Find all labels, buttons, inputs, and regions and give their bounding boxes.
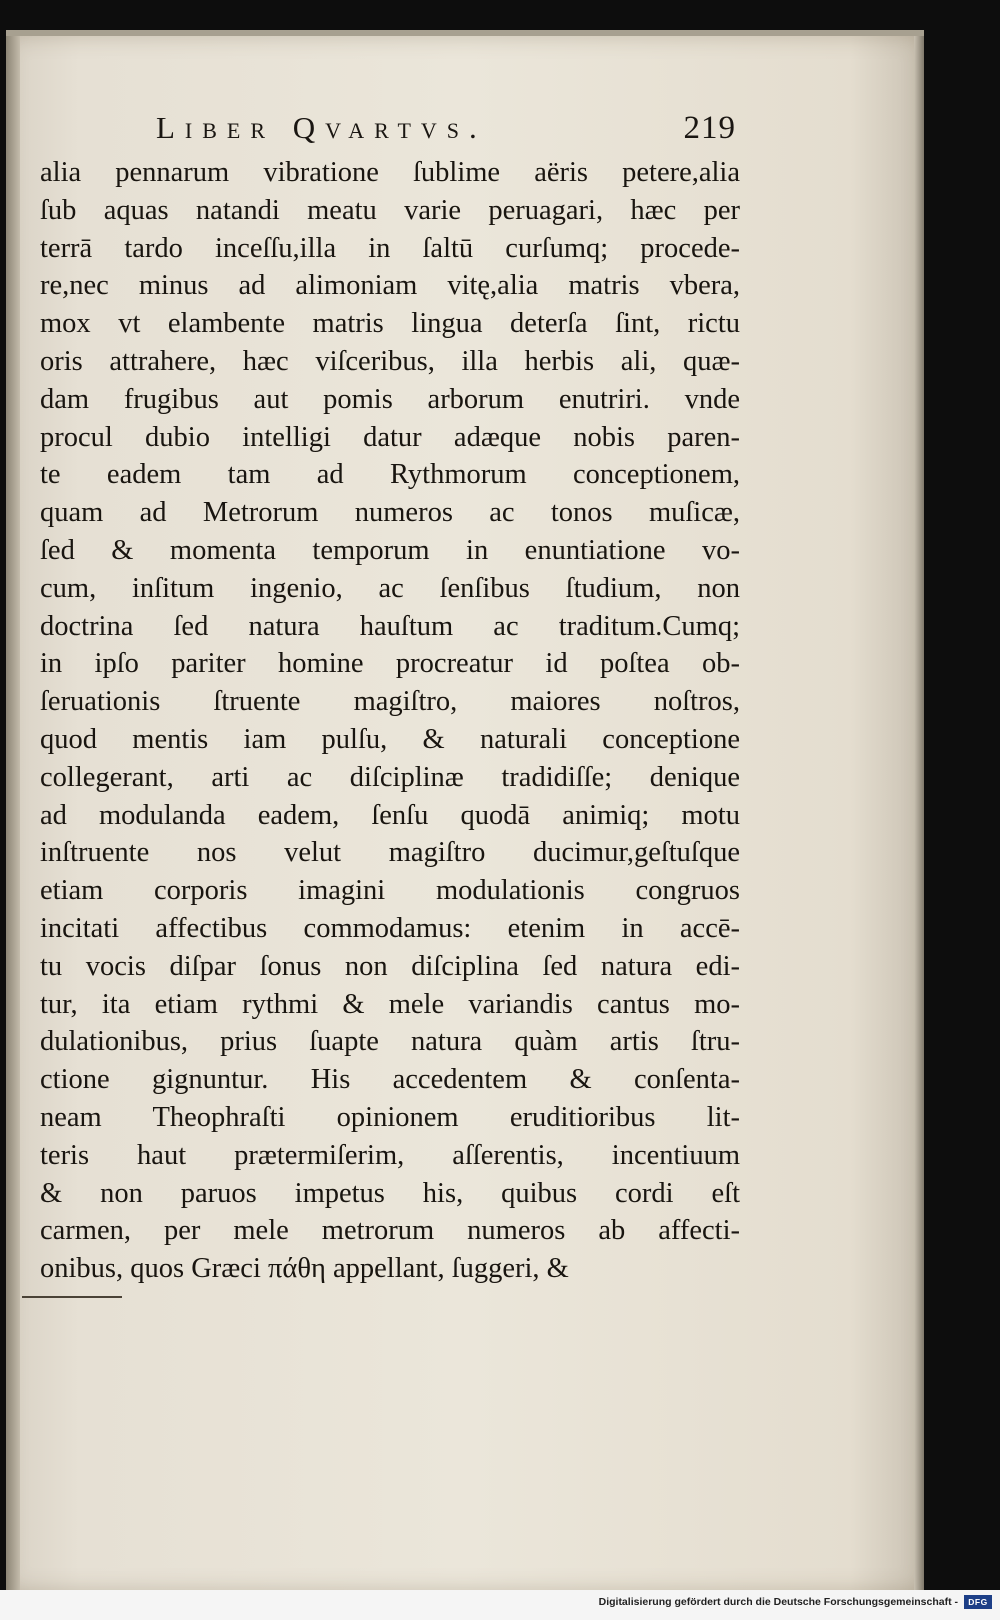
dfg-logo: DFG bbox=[964, 1595, 992, 1609]
text-line: alia pennarum vibratione ſublime aëris petere,alia bbox=[40, 157, 740, 188]
text-line: dulationibus, prius ſuapte natura quàm artis ſtru- bbox=[40, 1026, 740, 1058]
text-line: doctrina ſed natura hauſtum ac traditum.Cumq; bbox=[40, 610, 740, 642]
text-line: ſeruationis ſtruente magiſtro, maiores noſtros, bbox=[40, 686, 740, 718]
text-line: mox vt elambente matris lingua deterſa ſint, rictu bbox=[40, 308, 740, 340]
text-line: re,nec minus ad alimoniam vitę,alia matris vbera, bbox=[40, 270, 740, 302]
text-line: & non paruos impetus his, quibus cordi eſt bbox=[40, 1177, 740, 1209]
digitization-footer bbox=[0, 1590, 1000, 1620]
text-line: cum, inſitum ingenio, ac ſenſibus ſtudium, non bbox=[40, 572, 740, 604]
text-line: quod mentis iam pulſu, & naturali conceptione bbox=[40, 723, 740, 755]
text-line: tu vocis diſpar ſonus non diſciplina ſed natura edi- bbox=[40, 950, 740, 982]
text-line: oris attrahere, hæc viſceribus, illa herbis ali, quæ- bbox=[40, 345, 740, 377]
text-line: carmen, per mele metrorum numeros ab affecti- bbox=[40, 1215, 740, 1247]
body-text bbox=[40, 154, 740, 1288]
text-line: dam frugibus aut pomis arborum enutriri. vnde bbox=[40, 383, 740, 415]
catchword-rule bbox=[22, 1296, 122, 1298]
text-line: collegerant, arti ac diſciplinæ tradidiſſe; denique bbox=[40, 761, 740, 793]
text-line: etiam corporis imagini modulationis congruos bbox=[40, 875, 740, 907]
text-line: procul dubio intelligi datur adæque nobis paren- bbox=[40, 421, 740, 453]
text-line: terrā tardo inceſſu,illa in ſaltū curſumq; procede- bbox=[40, 232, 740, 264]
text-line: quam ad Metrorum numeros ac tonos muſicæ, bbox=[40, 497, 740, 529]
text-line: ſub aquas natandi meatu varie peruagari, hæc per bbox=[40, 194, 740, 226]
text-line: inſtruente nos velut magiſtro ducimur,geſtuſque bbox=[40, 837, 740, 869]
funding-credit: Digitalisierung gefördert durch die Deutsche Forschungsgemeinschaft - bbox=[598, 1596, 958, 1608]
book-page bbox=[6, 30, 924, 1591]
page-number: 219 bbox=[683, 110, 736, 146]
text-line: in ipſo pariter homine procreatur id poſtea ob- bbox=[40, 648, 740, 680]
text-line: te eadem tam ad Rythmorum conceptionem, bbox=[40, 459, 740, 491]
text-line: onibus, quos Græci πάθη appellant, ſuggeri, & bbox=[40, 1253, 569, 1285]
text-line: ſed & momenta temporum in enuntiatione vo- bbox=[40, 534, 740, 566]
page-fore-edge bbox=[914, 36, 924, 1591]
text-line: neam Theophraſti opinionem eruditioribus lit- bbox=[40, 1101, 740, 1133]
running-head bbox=[156, 110, 736, 150]
text-line: teris haut prætermiſerim, aſſerentis, incentiuum bbox=[40, 1139, 740, 1171]
page-gutter-edge bbox=[6, 36, 20, 1591]
text-line: ctione gignuntur. His accedentem & conſenta- bbox=[40, 1064, 740, 1096]
running-head-title: Liber Qvartvs. bbox=[156, 110, 487, 145]
text-line: incitati affectibus commodamus: etenim in accē- bbox=[40, 912, 740, 944]
text-line: tur, ita etiam rythmi & mele variandis cantus mo- bbox=[40, 988, 740, 1020]
text-line: ad modulanda eadem, ſenſu quodā animiq; motu bbox=[40, 799, 740, 831]
